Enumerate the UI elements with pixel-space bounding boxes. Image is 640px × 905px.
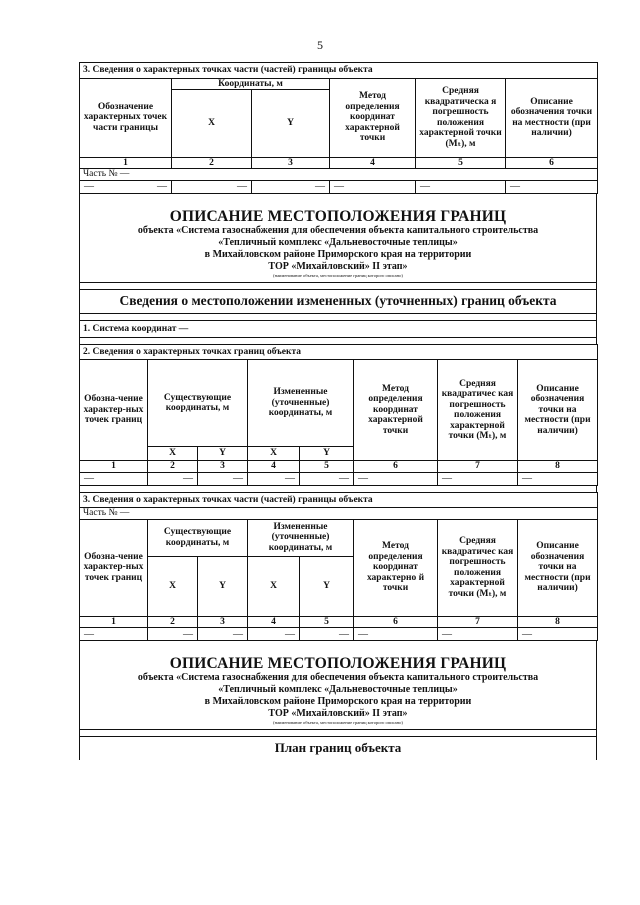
col-error: Средняя квадратичес кая погрешность положения характерной точки (Мₜ), м: [438, 519, 518, 616]
object-line: «Тепличный комплекс «Дальневосточные теплицы»: [218, 684, 458, 695]
col-method: Метод определения координат характерной точки: [354, 360, 438, 461]
col-desc: Описание обозначения точки на местности (при наличии): [518, 360, 598, 461]
dash-cell: —: [80, 628, 148, 641]
section3a-title: 3. Сведения о характерных точках части (частей) границы объекта: [80, 63, 598, 79]
num-cell: 4: [248, 461, 300, 473]
page-number: 5: [317, 38, 323, 52]
num-cell: 7: [438, 461, 518, 473]
num-cell: 1: [80, 157, 172, 169]
num-cell: 1: [80, 461, 148, 473]
object-line: объекта «Система газоснабжения для обеспечения объекта капитального строительства: [137, 672, 539, 683]
col-error: Средняя квадратическа я погрешность положения характерной точки (Мₜ), м: [416, 78, 506, 157]
dash-cell: —: [300, 628, 354, 641]
num-cell: 5: [300, 461, 354, 473]
col-method: Метод определения координат характерно й точки: [354, 519, 438, 616]
dash-cell: —: [438, 628, 518, 641]
part-label: Часть № —: [80, 508, 598, 520]
num-cell: 3: [198, 616, 248, 628]
dash-cell: —: [506, 180, 598, 193]
num-cell: 1: [80, 616, 148, 628]
plan-heading: План границ объекта: [79, 736, 597, 760]
col-existing: Существующие координаты, м: [148, 360, 248, 447]
dash-cell: —: [416, 180, 506, 193]
col-desc: Описание обозначения точки на местности (при наличии): [518, 519, 598, 616]
dash-cell: — —: [80, 180, 172, 193]
dash-cell: —: [330, 180, 416, 193]
col-desc: Описание обозначения точки на местности (при наличии): [506, 78, 598, 157]
col-error: Средняя квадратичес кая погрешность положения характерной точки (Мₜ), м: [438, 360, 518, 461]
col-y: Y: [300, 447, 354, 461]
num-cell: 5: [416, 157, 506, 169]
dash-cell: —: [354, 472, 438, 485]
col-coords: Координаты, м: [172, 78, 330, 90]
object-note: (наименование объекта, местоположение границ которого описано): [273, 272, 403, 278]
col-method: Метод определения координат характерной точки: [330, 78, 416, 157]
col-designation: Обозна-чение характер-ных точек границ: [80, 360, 148, 461]
num-cell: 3: [198, 461, 248, 473]
boundary-description-block: [79, 194, 597, 283]
num-cell: 3: [252, 157, 330, 169]
num-cell: 4: [248, 616, 300, 628]
col-y: Y: [300, 556, 354, 616]
object-note: (наименование объекта, местоположение границ которого описано): [273, 720, 403, 725]
dash-cell: —: [354, 628, 438, 641]
num-cell: 6: [506, 157, 598, 169]
dash-cell: —: [148, 628, 198, 641]
section3b-title: 3. Сведения о характерных точках части (частей) границы объекта: [80, 492, 598, 508]
dash-cell: —: [172, 180, 252, 193]
section3-part-points-table: [79, 62, 598, 194]
object-line: ТОР «Михайловский» II этап»: [268, 260, 408, 272]
col-x: X: [248, 556, 300, 616]
description-title: ОПИСАНИЕ МЕСТОПОЛОЖЕНИЯ ГРАНИЦ: [169, 655, 507, 672]
col-changed: Измененные (уточненные) координаты, м: [248, 360, 354, 447]
dash-cell: —: [252, 180, 330, 193]
description-title: ОПИСАНИЕ МЕСТОПОЛОЖЕНИЯ ГРАНИЦ: [169, 207, 507, 225]
object-line: объекта «Система газоснабжения для обеспечения объекта капитального строительства: [137, 224, 539, 236]
part-label: Часть № —: [80, 169, 598, 181]
dash-cell: —: [438, 472, 518, 485]
dash-cell: —: [248, 472, 300, 485]
dash-cell: —: [518, 472, 598, 485]
num-cell: 6: [354, 616, 438, 628]
section2-title: 2. Сведения о характерных точках границ объекта: [80, 344, 598, 360]
col-x: X: [148, 556, 198, 616]
dash-cell: —: [198, 628, 248, 641]
num-cell: 8: [518, 616, 598, 628]
col-x: X: [148, 447, 198, 461]
section3-part-changed-table: [79, 492, 598, 642]
coordinate-system: 1. Система координат —: [79, 320, 597, 338]
num-cell: 6: [354, 461, 438, 473]
col-y: Y: [198, 556, 248, 616]
boundary-description-block-2: [79, 641, 597, 730]
dash-cell: —: [300, 472, 354, 485]
col-designation: Обозначение характерных точек части границы: [80, 78, 172, 157]
dash-cell: —: [198, 472, 248, 485]
num-cell: 2: [148, 616, 198, 628]
changed-boundaries-heading: Сведения о местоположении измененных (уточненных) границ объекта: [79, 289, 597, 314]
num-cell: 2: [148, 461, 198, 473]
dash-cell: —: [148, 472, 198, 485]
object-line: ТОР «Михайловский» II этап»: [268, 708, 408, 719]
dash-cell: —: [80, 472, 148, 485]
col-designation: Обозна-чение характер-ных точек границ: [80, 519, 148, 616]
document-sheet: [79, 62, 597, 760]
col-x: X: [248, 447, 300, 461]
col-y: Y: [252, 90, 330, 158]
dash-cell: —: [248, 628, 300, 641]
section2-boundary-points-table: [79, 344, 598, 486]
col-existing: Существующие координаты, м: [148, 519, 248, 556]
num-cell: 2: [172, 157, 252, 169]
col-x: X: [172, 90, 252, 158]
object-line: в Михайловском районе Приморского края на территории: [204, 696, 472, 707]
col-y: Y: [198, 447, 248, 461]
num-cell: 8: [518, 461, 598, 473]
num-cell: 4: [330, 157, 416, 169]
col-changed: Измененные (уточненные) координаты, м: [248, 519, 354, 556]
dash-cell: —: [518, 628, 598, 641]
object-line: в Михайловском районе Приморского края на территории: [204, 248, 472, 260]
object-line: «Тепличный комплекс «Дальневосточные теплицы»: [218, 236, 458, 248]
num-cell: 5: [300, 616, 354, 628]
num-cell: 7: [438, 616, 518, 628]
